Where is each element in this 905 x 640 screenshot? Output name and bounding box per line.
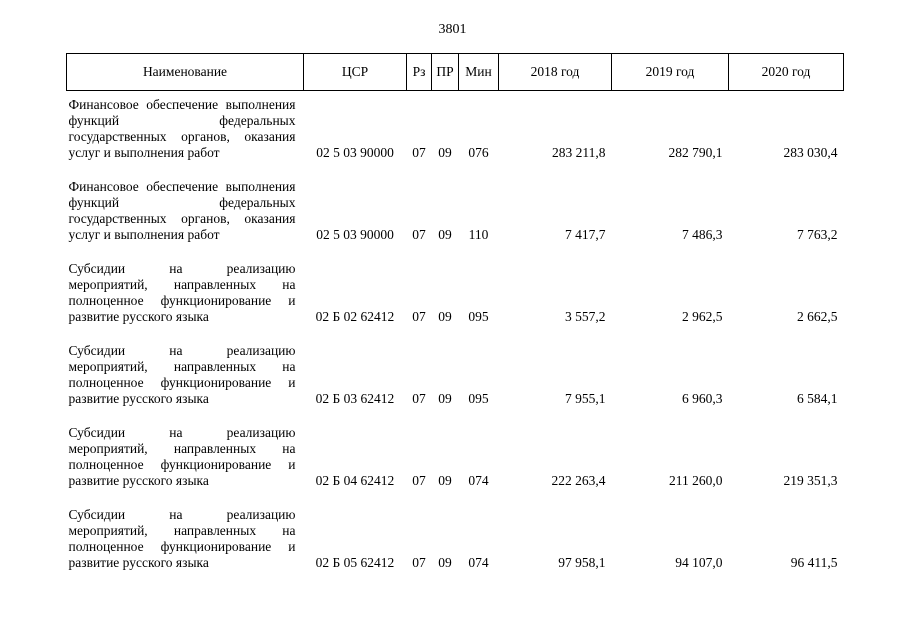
header-pr: ПР — [432, 54, 459, 91]
row-2019: 2 962,5 — [682, 309, 723, 324]
table-row — [67, 419, 844, 501]
row-2020: 283 030,4 — [783, 145, 838, 160]
row-rz: 07 — [412, 227, 426, 242]
row-2018: 7 417,7 — [565, 227, 606, 242]
header-csr: ЦСР — [304, 54, 407, 91]
row-csr: 02 Б 03 62412 — [315, 391, 395, 406]
row-rz: 07 — [412, 145, 426, 160]
row-2018: 3 557,2 — [565, 309, 606, 324]
table-row — [67, 255, 844, 337]
header-rz: Рз — [407, 54, 432, 91]
row-csr: 02 Б 04 62412 — [315, 473, 395, 488]
row-name: Субсидии на реализацию мероприятий, направленных на полноценное функционирование и развитие русского языка — [68, 425, 296, 488]
row-min: 095 — [468, 309, 489, 324]
row-csr: 02 5 03 90000 — [316, 227, 394, 242]
row-pr: 09 — [438, 555, 452, 570]
row-rz: 07 — [412, 391, 426, 406]
row-min: 095 — [468, 391, 489, 406]
table-row — [67, 501, 844, 583]
row-2018: 222 263,4 — [551, 473, 606, 488]
row-2019: 6 960,3 — [682, 391, 723, 406]
row-2020: 219 351,3 — [783, 473, 838, 488]
page-number: 3801 — [438, 22, 467, 37]
row-2020: 7 763,2 — [797, 227, 838, 242]
table-row — [67, 337, 844, 419]
row-2018: 97 958,1 — [558, 555, 606, 570]
row-name: Субсидии на реализацию мероприятий, направленных на полноценное функционирование и развитие русского языка — [68, 343, 296, 406]
budget-table — [66, 53, 844, 583]
row-rz: 07 — [412, 555, 426, 570]
row-name: Финансовое обеспечение выполнения функций федеральных государственных органов, оказания услуг и выполнения работ — [68, 179, 296, 242]
header-2019: 2019 год — [612, 54, 729, 91]
row-rz: 07 — [412, 473, 426, 488]
table-header-row — [67, 54, 844, 91]
row-csr: 02 5 03 90000 — [316, 145, 394, 160]
header-min: Мин — [459, 54, 499, 91]
row-2019: 211 260,0 — [669, 473, 723, 488]
row-2020: 6 584,1 — [797, 391, 838, 406]
table-row — [67, 173, 844, 255]
row-csr: 02 Б 05 62412 — [315, 555, 395, 570]
row-name: Субсидии на реализацию мероприятий, направленных на полноценное функционирование и развитие русского языка — [68, 507, 296, 570]
row-pr: 09 — [438, 145, 452, 160]
row-2018: 7 955,1 — [565, 391, 606, 406]
row-min: 074 — [468, 473, 489, 488]
row-min: 074 — [468, 555, 489, 570]
row-pr: 09 — [438, 309, 452, 324]
row-min: 110 — [468, 227, 489, 242]
row-2018: 283 211,8 — [552, 145, 606, 160]
row-2019: 282 790,1 — [668, 145, 723, 160]
row-pr: 09 — [438, 227, 452, 242]
row-2019: 94 107,0 — [675, 555, 723, 570]
row-csr: 02 Б 02 62412 — [315, 309, 395, 324]
row-2019: 7 486,3 — [682, 227, 723, 242]
row-2020: 2 662,5 — [797, 309, 838, 324]
header-2020: 2020 год — [729, 54, 844, 91]
table-row — [67, 91, 844, 174]
row-name: Субсидии на реализацию мероприятий, направленных на полноценное функционирование и развитие русского языка — [68, 261, 296, 324]
header-2018: 2018 год — [499, 54, 612, 91]
row-rz: 07 — [412, 309, 426, 324]
row-pr: 09 — [438, 391, 452, 406]
row-2020: 96 411,5 — [790, 555, 838, 570]
row-min: 076 — [468, 145, 489, 160]
row-name: Финансовое обеспечение выполнения функций федеральных государственных органов, оказания услуг и выполнения работ — [68, 97, 296, 160]
header-name: Наименование — [67, 54, 304, 91]
row-pr: 09 — [438, 473, 452, 488]
